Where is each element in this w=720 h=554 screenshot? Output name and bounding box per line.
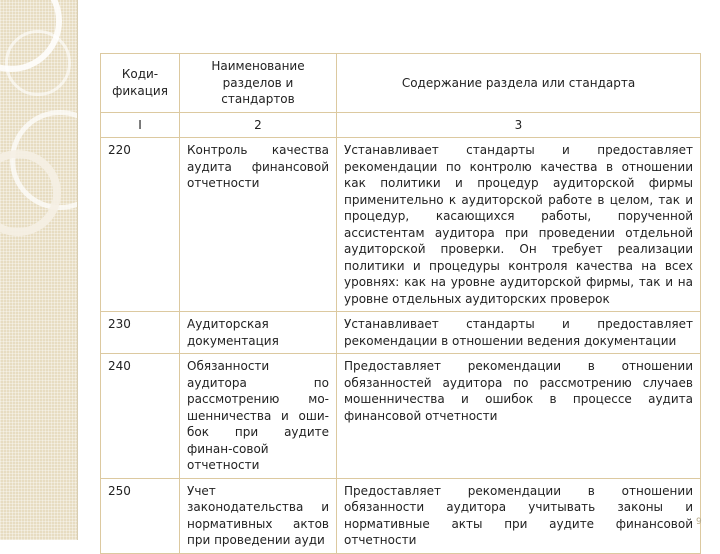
table-row [101,138,701,312]
decorative-sidebar [0,0,78,540]
row-code: 240 [101,354,180,479]
table-row [101,354,701,479]
row-name: Обязанности аудитора по рассмотрению мо-шенничества и оши-бок при аудите финан-совой отчетности [180,354,337,479]
row-description: Предоставляет рекомендации в отношении обязанности аудитора учитывать законы и нормативные акты при аудите финансовой отчетности [337,478,701,553]
page-number: 9 [696,517,702,527]
row-name: Контроль качества аудита финансовой отчетности [180,138,337,312]
column-number-row [101,112,701,138]
row-description: Предоставляет рекомендации в отношении обязанностей аудитора по рассмотрению случаев мошенничества и ошибок в процессе аудита финансовой отчетности [337,354,701,479]
column-number: 2 [180,112,337,138]
column-number: 3 [337,112,701,138]
row-code: 250 [101,478,180,553]
header-name: Наименование разделов и стандартов [180,54,337,113]
table-row [101,312,701,354]
table-row [101,478,701,553]
header-code: Коди-фикация [101,54,180,113]
column-number: I [101,112,180,138]
standards-table [100,53,701,554]
row-name: Учет законодательства и нормативных актов при проведении ауди [180,478,337,553]
table-header-row [101,54,701,113]
row-code: 230 [101,312,180,354]
row-description: Устанавливает стандарты и предоставляет рекомендации по контролю качества в отношении как политики и процедур аудиторской фирмы применительно к аудиторской работе в целом, так и процедур, касающихся работы, порученной ассистентам аудитора при проведении отдельной аудиторской проверки. Он требует реализации политики и процедуры контроля качества на всех уровнях: как на уровне аудиторской фирмы, так и на уровне отдельных аудиторских проверок [337,138,701,312]
row-name: Аудиторская документация [180,312,337,354]
header-description: Содержание раздела или стандарта [337,54,701,113]
row-code: 220 [101,138,180,312]
row-description: Устанавливает стандарты и предоставляет рекомендации в отношении ведения документации [337,312,701,354]
decorative-circle [5,30,71,96]
